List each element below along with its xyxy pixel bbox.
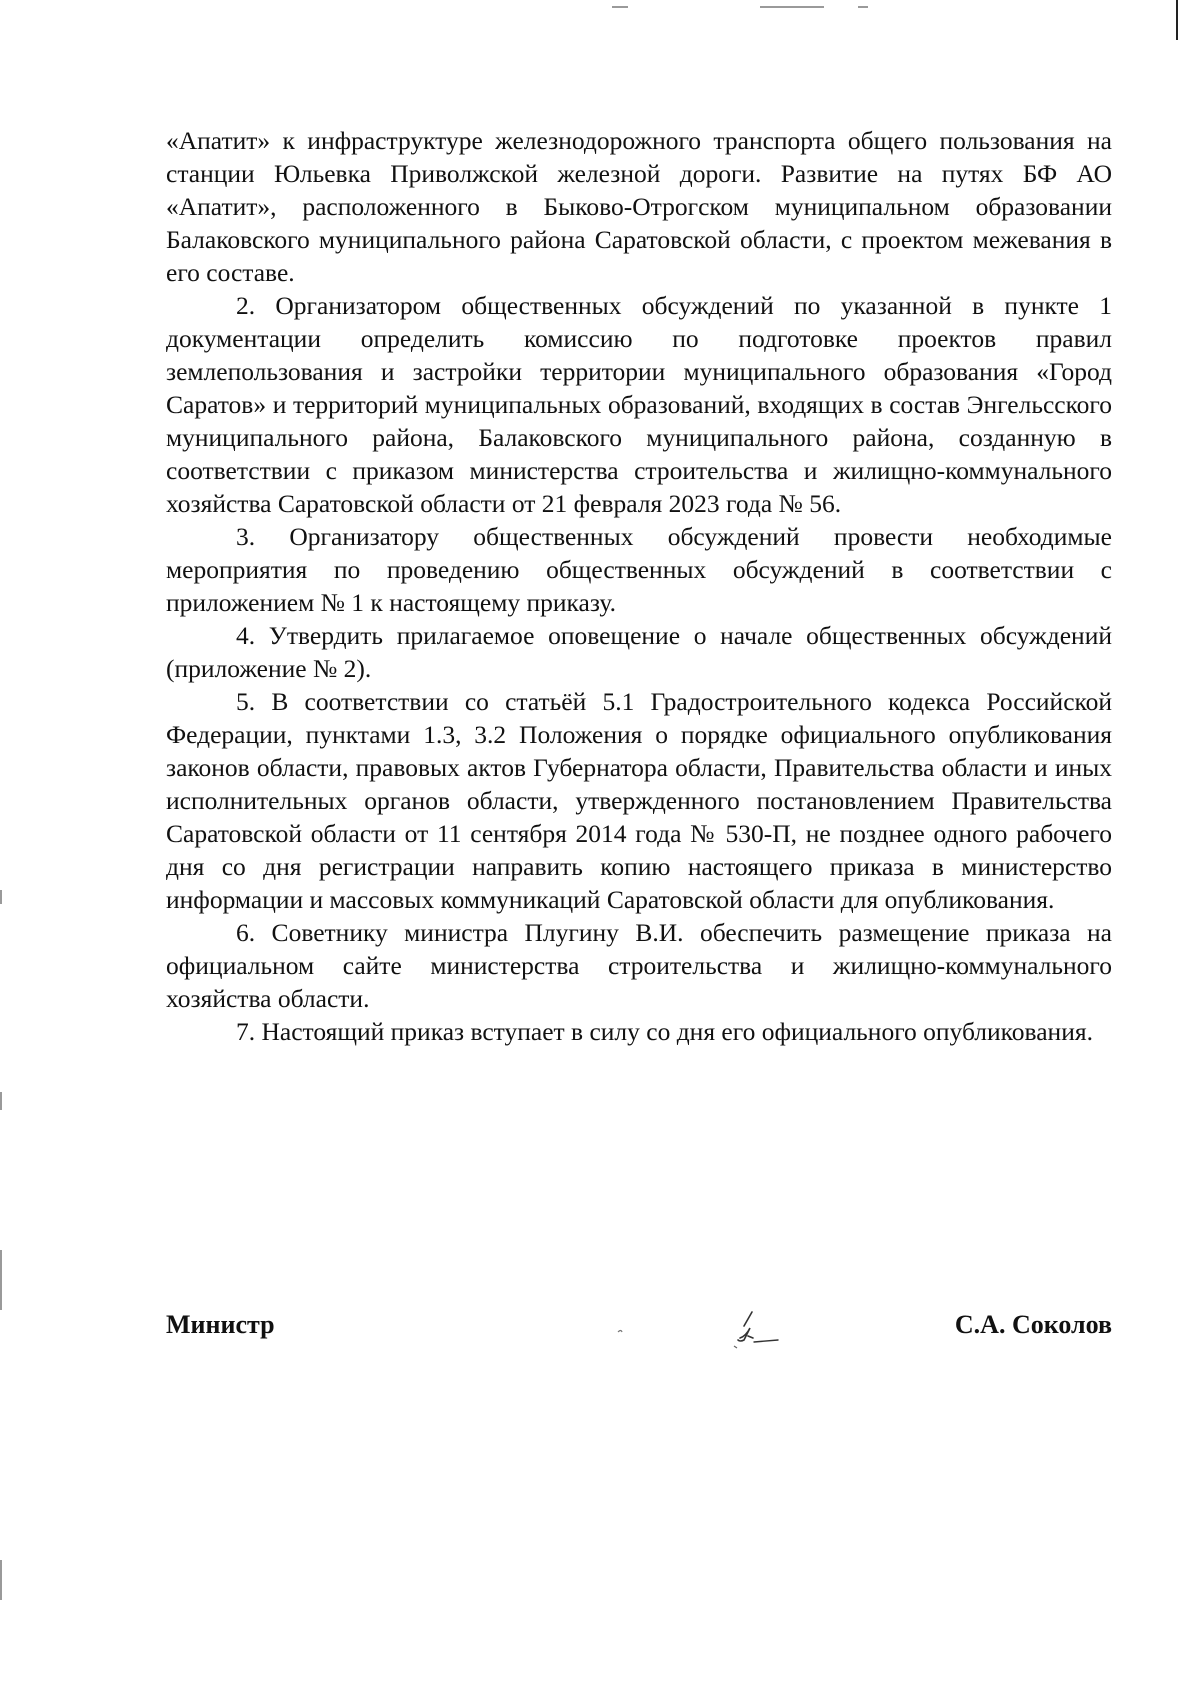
scan-artifact-top-3: [858, 6, 868, 8]
signatory-name: С.А. Соколов: [954, 1310, 1112, 1339]
paragraph: «Апатит» к инфраструктуре железнодорожного транспорта общего пользования на станции Юльевка Приволжской железной дороги. Развитие на путях БФ АО «Апатит», расположенного в Быково-Отрогском муниципальном образовании Балаковского муниципального района Саратовской области, с проектом межевания в его составе.: [166, 126, 1112, 287]
document-body: [166, 124, 1112, 1048]
paragraph: 2. Организатором общественных обсуждений по указанной в пункте 1 документации определить комиссию по подготовке проектов правил землепользования и застройки территории муниципального образования «Город Саратов» и территорий муниципальных образований, входящих в состав Энгельсского муниципального района, Балаковского муниципального района, созданную в соответствии с приказом министерства строительства и жилищно-коммунального хозяйства Саратовской области от 21 февраля 2023 года № 56.: [166, 291, 1112, 518]
scan-artifact-left-3: [0, 1250, 2, 1310]
paragraph: 6. Советнику министра Плугину В.И. обеспечить размещение приказа на официальном сайте министерства строительства и жилищно-коммунального хозяйства области.: [166, 918, 1112, 1013]
paragraph: 7. Настоящий приказ вступает в силу со дня его официального опубликования.: [236, 1017, 1093, 1046]
paragraph: 4. Утвердить прилагаемое оповещение о начале общественных обсуждений (приложение № 2).: [166, 621, 1112, 683]
paragraph: 5. В соответствии со статьёй 5.1 Градостроительного кодекса Российской Федерации, пунктами 1.3, 3.2 Положения о порядке официального опубликования законов области, правовых актов Губернатора области, Правительства области и иных исполнительных органов области, утвержденного постановлением Правительства Саратовской области от 11 сентября 2014 года № 530-П, не позднее одного рабочего дня со дня регистрации направить копию настоящего приказа в министерство информации и массовых коммуникаций Саратовской области для опубликования.: [166, 687, 1112, 914]
scan-artifact-left-4: [0, 1560, 2, 1600]
scan-artifact-corner: [1176, 0, 1178, 40]
scan-artifact-left-1: [0, 890, 2, 904]
paragraph: 3. Организатору общественных обсуждений провести необходимые мероприятия по проведению общественных обсуждений в соответствии с приложением № 1 к настоящему приказу.: [166, 522, 1112, 617]
scan-artifact-left-2: [0, 1092, 2, 1110]
signatory-title: Министр: [166, 1310, 275, 1339]
handwritten-signature: [616, 1300, 786, 1360]
signature-block: [166, 1310, 1112, 1370]
scan-artifact-top-1: [612, 6, 628, 8]
scan-artifact-top-2: [760, 6, 824, 8]
